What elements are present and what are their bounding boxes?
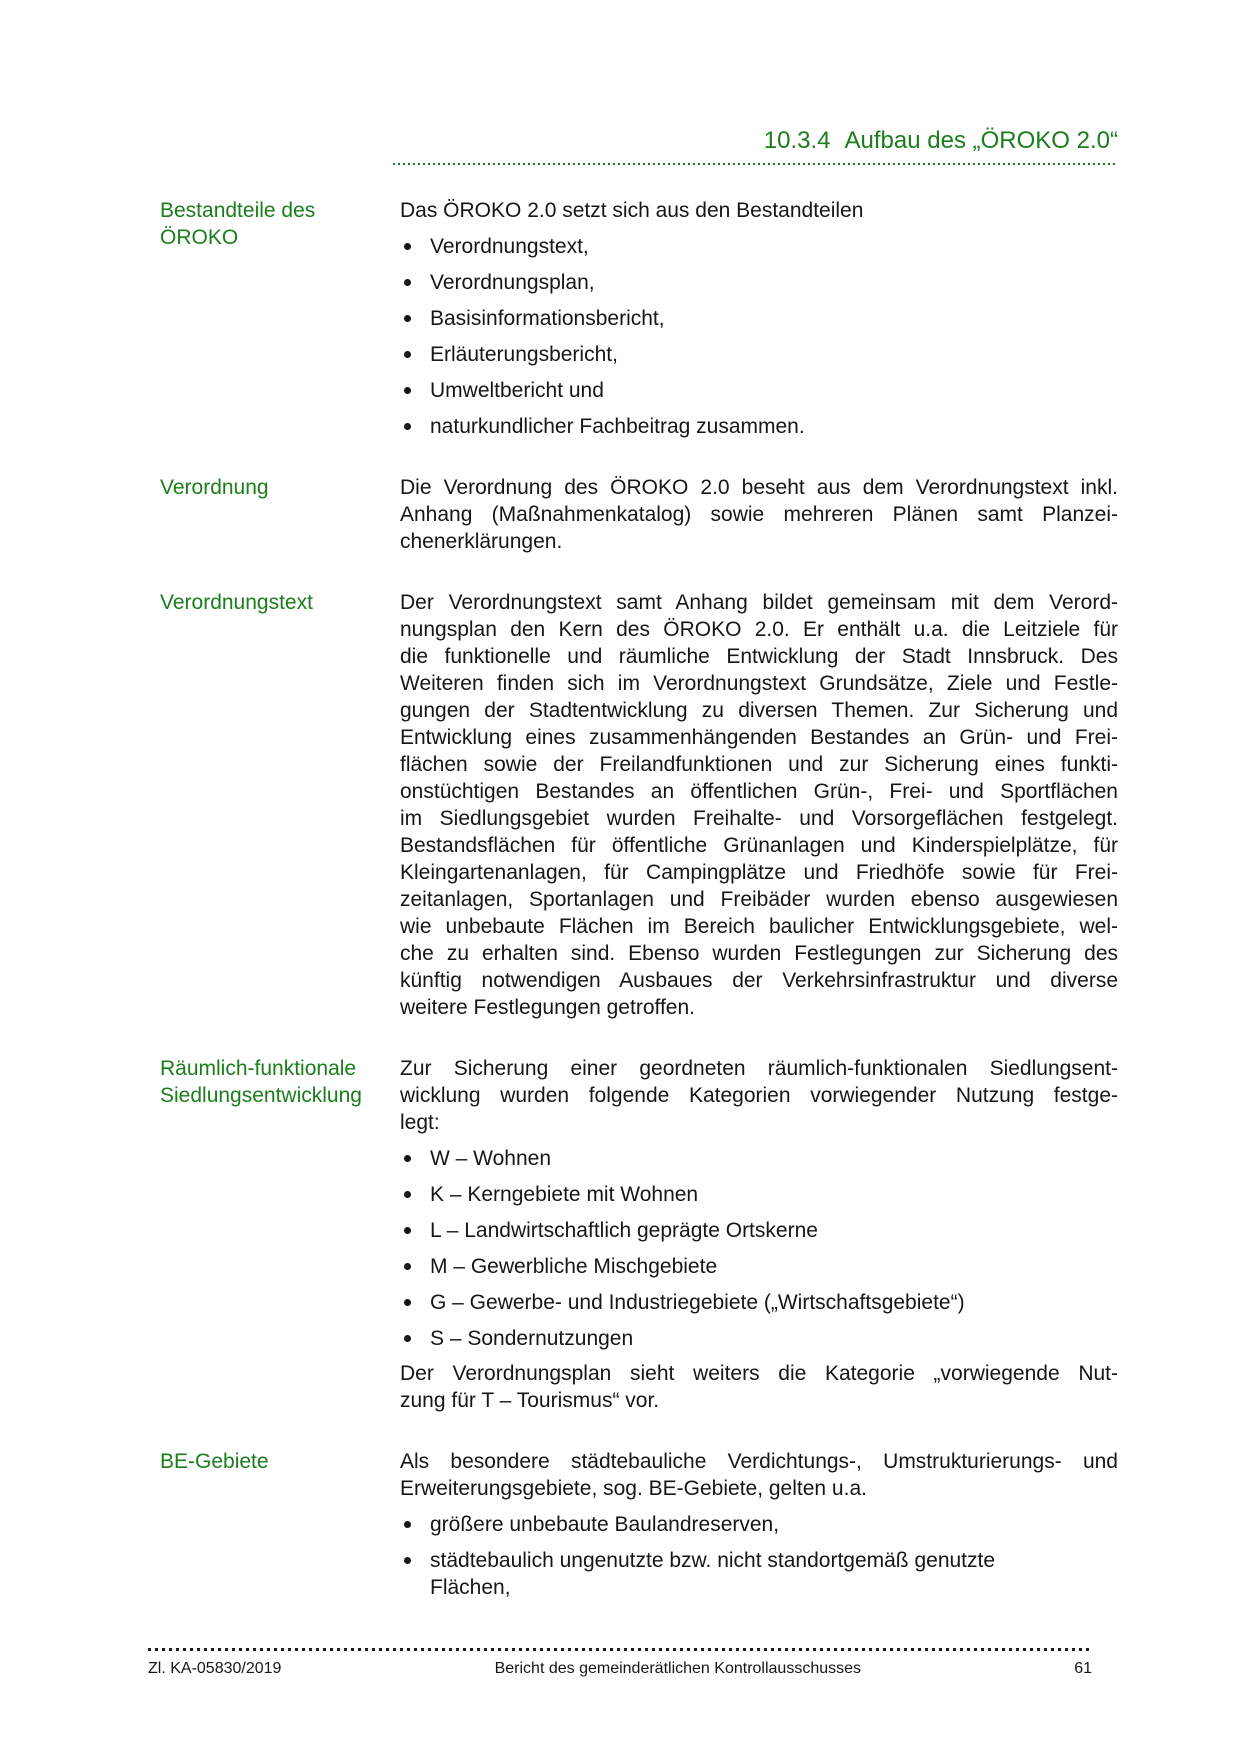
bullet-icon: [404, 1299, 411, 1306]
text-line: Basisinformationsbericht,: [430, 307, 665, 330]
paragraph: [400, 1448, 1118, 1502]
text-line: Siedlungsentwicklung: [160, 1084, 362, 1107]
section-content: [400, 589, 1118, 1021]
list-item-text: [411, 269, 595, 296]
footer-page-number: 61: [1074, 1660, 1092, 1677]
text-line: wicklung wurden folgende Kategorien vorwiegender Nutzung festge-: [400, 1084, 1118, 1107]
section-content: [400, 1448, 1118, 1601]
text-line: Verordnung: [160, 476, 269, 499]
text-line: Umweltbericht und: [430, 379, 604, 402]
list-item: [400, 1547, 1118, 1601]
heading-dotted-rule: [393, 163, 1118, 165]
text-line: K – Kerngebiete mit Wohnen: [430, 1183, 699, 1206]
list-item: [400, 341, 1118, 368]
text-line: Bestandteile des: [160, 199, 316, 222]
text-line: Zur Sicherung einer geordneten räumlich-funktionalen Siedlungsent-: [400, 1057, 1118, 1080]
paragraph: [400, 589, 1118, 1021]
heading-text: Aufbau des „ÖROKO 2.0“: [844, 127, 1118, 154]
list-item: [400, 1145, 1118, 1172]
bullet-icon: [404, 1521, 411, 1528]
list-item-text: [411, 1145, 551, 1172]
text-line: weitere Festlegungen getroffen.: [400, 996, 695, 1019]
list-item-text: [411, 1217, 818, 1244]
text-line: naturkundlicher Fachbeitrag zusammen.: [430, 415, 805, 438]
bullet-icon: [404, 423, 411, 430]
section-label: [160, 1448, 400, 1475]
bullet-list: [400, 1145, 1118, 1352]
text-line: Räumlich-funktionale: [160, 1057, 357, 1080]
text-line: zeitanlagen, Sportanlagen und Freibäder wurden ebenso ausgewiesen: [400, 888, 1118, 911]
section-content: [400, 474, 1118, 555]
list-item: [400, 413, 1118, 440]
page-footer: [148, 1648, 1092, 1678]
footer-report-title: Bericht des gemeinderätlichen Kontrollausschusses: [494, 1660, 862, 1677]
list-item-text: [411, 1547, 995, 1601]
page-heading: [160, 126, 1118, 156]
list-item-text: [411, 413, 805, 440]
text-line: legt:: [400, 1111, 440, 1134]
bullet-icon: [404, 1335, 411, 1342]
text-line: che zu erhalten sind. Ebenso wurden Festlegungen zur Sicherung des: [400, 942, 1118, 965]
text-line: S – Sondernutzungen: [430, 1327, 634, 1350]
list-item-text: [411, 1511, 779, 1538]
text-line: Flächen,: [430, 1576, 511, 1599]
text-line: M – Gewerbliche Mischgebiete: [430, 1255, 718, 1278]
paragraph: [400, 1360, 1118, 1414]
text-line: flächen sowie der Freilandfunktionen und zur Sicherung eines funkti-: [400, 753, 1118, 776]
list-item-text: [411, 1253, 717, 1280]
text-line: Erläuterungsbericht,: [430, 343, 618, 366]
bullet-icon: [404, 243, 411, 250]
section-label: [160, 197, 400, 251]
list-item: [400, 1289, 1118, 1316]
bullet-icon: [404, 279, 411, 286]
text-line: wie unbebaute Flächen im Bereich baulicher Entwicklungsgebiete, wel-: [400, 915, 1118, 938]
text-line: Erweiterungsgebiete, sog. BE-Gebiete, gelten u.a.: [400, 1477, 867, 1500]
text-line: Verordnungstext,: [430, 235, 589, 258]
bullet-icon: [404, 1263, 411, 1270]
section-content: [400, 197, 1118, 440]
text-line: ÖROKO: [160, 226, 239, 249]
section-content: [400, 1055, 1118, 1414]
list-item: [400, 1217, 1118, 1244]
paragraph: [400, 474, 1118, 555]
text-line: künftig notwendigen Ausbaues der Verkehrsinfrastruktur und diverse: [400, 969, 1118, 992]
text-line: G – Gewerbe- und Industriegebiete („Wirtschaftsgebiete“): [430, 1291, 965, 1314]
footer-dotted-rule: [148, 1648, 1092, 1651]
text-line: städtebaulich ungenutzte bzw. nicht standortgemäß genutzte: [430, 1549, 996, 1572]
list-item: [400, 1181, 1118, 1208]
text-line: Bestandsflächen für öffentliche Grünanlagen und Kinderspielplätze, für: [400, 834, 1118, 857]
list-item-text: [411, 341, 618, 368]
section-verordnung: [160, 474, 1118, 555]
text-line: Weiteren finden sich im Verordnungstext Grundsätze, Ziele und Festle-: [400, 672, 1118, 695]
text-line: L – Landwirtschaftlich geprägte Ortskerne: [430, 1219, 818, 1242]
footer-reference: Zl. KA-05830/2019: [148, 1660, 282, 1677]
bullet-icon: [404, 351, 411, 358]
text-line: Anhang (Maßnahmenkatalog) sowie mehreren Plänen samt Planzei-: [400, 503, 1118, 526]
text-line: Verordnungsplan,: [430, 271, 595, 294]
bullet-icon: [404, 387, 411, 394]
section-verordnungstext: [160, 589, 1118, 1021]
text-line: Der Verordnungstext samt Anhang bildet gemeinsam mit dem Verord-: [400, 591, 1118, 614]
list-item: [400, 305, 1118, 332]
text-line: BE-Gebiete: [160, 1450, 269, 1473]
list-item-text: [411, 1181, 698, 1208]
text-line: Verordnungstext: [160, 591, 313, 614]
section-raeumlich-funktionale-siedlungsentwicklung: [160, 1055, 1118, 1414]
list-item: [400, 1325, 1118, 1352]
paragraph: [400, 197, 1118, 224]
text-line: Das ÖROKO 2.0 setzt sich aus den Bestandteilen: [400, 199, 864, 222]
section-label: [160, 589, 400, 616]
list-item-text: [411, 305, 665, 332]
text-line: die funktionelle und räumliche Entwicklung der Stadt Innsbruck. Des: [400, 645, 1118, 668]
bullet-icon: [404, 1557, 411, 1564]
bullet-list: [400, 1511, 1118, 1601]
sections: [160, 197, 1118, 1601]
section-bestandteile-des-oeroko: [160, 197, 1118, 440]
bullet-list: [400, 233, 1118, 440]
bullet-icon: [404, 1227, 411, 1234]
list-item: [400, 1511, 1118, 1538]
text-line: W – Wohnen: [430, 1147, 552, 1170]
text-line: chenerklärungen.: [400, 530, 563, 553]
section-be-gebiete: [160, 1448, 1118, 1601]
text-line: größere unbebaute Baulandreserven,: [430, 1513, 780, 1536]
list-item: [400, 233, 1118, 260]
list-item-text: [411, 233, 589, 260]
bullet-icon: [404, 1155, 411, 1162]
list-item-text: [411, 377, 604, 404]
bullet-icon: [404, 1191, 411, 1198]
list-item: [400, 269, 1118, 296]
heading-number: 10.3.4: [763, 127, 831, 154]
text-line: Die Verordnung des ÖROKO 2.0 beseht aus dem Verordnungstext inkl.: [400, 476, 1118, 499]
section-label: [160, 474, 400, 501]
list-item-text: [411, 1325, 633, 1352]
text-line: zung für T – Tourismus“ vor.: [400, 1389, 660, 1412]
section-label: [160, 1055, 400, 1109]
text-line: Der Verordnungsplan sieht weiters die Kategorie „vorwiegende Nut-: [400, 1362, 1118, 1385]
text-line: im Siedlungsgebiet wurden Freihalte- und Vorsorgeflächen festgelegt.: [400, 807, 1118, 830]
text-line: nungsplan den Kern des ÖROKO 2.0. Er enthält u.a. die Leitziele für: [400, 618, 1118, 641]
list-item-text: [411, 1289, 965, 1316]
list-item: [400, 377, 1118, 404]
bullet-icon: [404, 315, 411, 322]
text-line: onstüchtigen Bestandes an öffentlichen Grün-, Frei- und Sportflächen: [400, 780, 1118, 803]
list-item: [400, 1253, 1118, 1280]
text-line: Kleingartenanlagen, für Campingplätze und Friedhöfe sowie für Frei-: [400, 861, 1118, 884]
text-line: gungen der Stadtentwicklung zu diversen Themen. Zur Sicherung und: [400, 699, 1118, 722]
paragraph: [400, 1055, 1118, 1136]
text-line: Entwicklung eines zusammenhängenden Bestandes an Grün- und Frei-: [400, 726, 1118, 749]
document-page: [160, 126, 1118, 1601]
text-line: Als besondere städtebauliche Verdichtungs-, Umstrukturierungs- und: [400, 1450, 1118, 1473]
